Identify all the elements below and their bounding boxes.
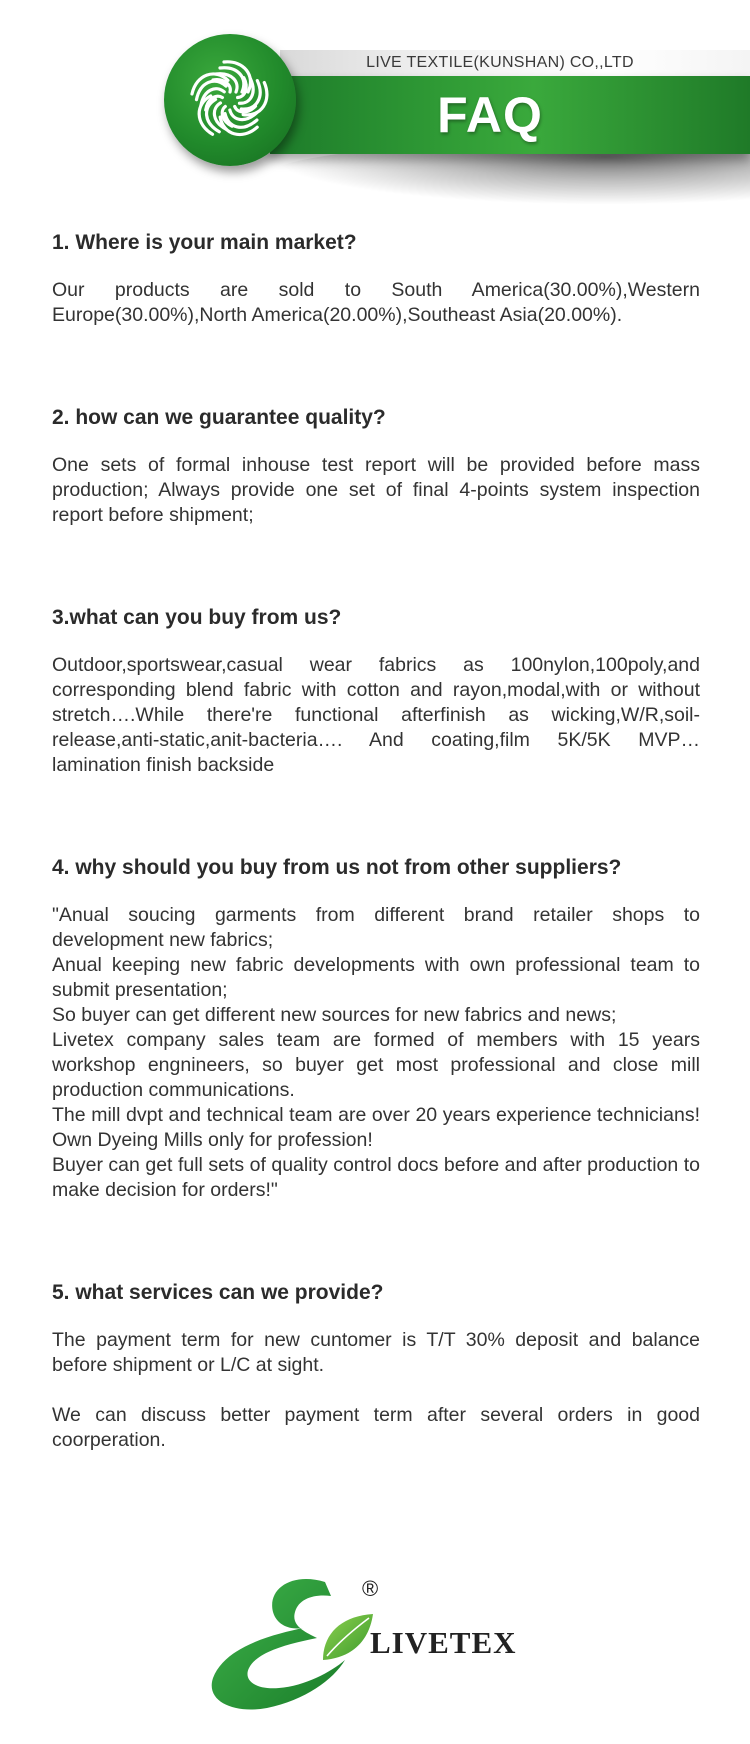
registered-mark: ® xyxy=(362,1576,379,1601)
faq-item-1 xyxy=(52,228,700,328)
answer-line: "Anual soucing garments from different brand retailer shops to development new fabrics; xyxy=(52,904,700,951)
faq-item-3 xyxy=(52,603,700,778)
answer-line: The payment term for new cuntomer is T/T 30% deposit and balance before shipment or L/C at sight. xyxy=(52,1329,700,1376)
page-title: FAQ xyxy=(437,87,543,143)
answer-line: So buyer can get different new sources for new fabrics and news; xyxy=(52,1004,617,1026)
header-banner xyxy=(0,0,750,210)
faq-item-2 xyxy=(52,403,700,528)
faq-answer: Outdoor,sportswear,casual wear fabrics as 100nylon,100poly,and corresponding blend fabric with cotton and rayon,modal,with or without stretch….While there're functional afterfinish as wicking,W/R,soil-release,anti-static,anit-bacteria…. And coating,film 5K/5K MVP… lamination finish backside xyxy=(52,654,700,776)
faq-item-4 xyxy=(52,853,700,1203)
brand-name: LIVETEX xyxy=(370,1625,517,1660)
company-name: LIVE TEXTILE(KUNSHAN) CO,,LTD xyxy=(366,54,634,71)
answer-line: We can discuss better payment term after several orders in good coorperation. xyxy=(52,1404,700,1451)
faq-question: 2. how can we guarantee quality? xyxy=(52,406,386,429)
company-emblem-icon xyxy=(164,34,296,166)
banner-shadow xyxy=(270,145,750,205)
faq-answer xyxy=(52,1328,700,1453)
faq-answer: One sets of formal inhouse test report will be provided before mass production; Always provide one set of final 4-points system inspection report before shipment; xyxy=(52,454,700,526)
answer-line: Livetex company sales team are formed of members with 15 years workshop engnineers, so buyer get most professional and close mill production communications. xyxy=(52,1029,700,1101)
answer-line: Buyer can get full sets of quality control docs before and after production to make decision for orders!" xyxy=(52,1154,700,1201)
answer-line: The mill dvpt and technical team are over 20 years experience technicians! Own Dyeing Mills only for profession! xyxy=(52,1104,700,1151)
faq-item-5 xyxy=(52,1278,700,1453)
paragraph-gap xyxy=(52,1378,700,1403)
faq-question: 1. Where is your main market? xyxy=(52,231,357,254)
answer-line: Anual keeping new fabric developments with own professional team to submit presentation; xyxy=(52,954,700,1001)
faq-question: 3.what can you buy from us? xyxy=(52,606,342,629)
faq-answer xyxy=(52,903,700,1203)
faq-answer: Our products are sold to South America(30.00%),Western Europe(30.00%),North America(20.00%),Southeast Asia(20.00%). xyxy=(52,279,700,326)
faq-question: 4. why should you buy from us not from other suppliers? xyxy=(52,856,622,879)
faq-question: 5. what services can we provide? xyxy=(52,1281,384,1304)
